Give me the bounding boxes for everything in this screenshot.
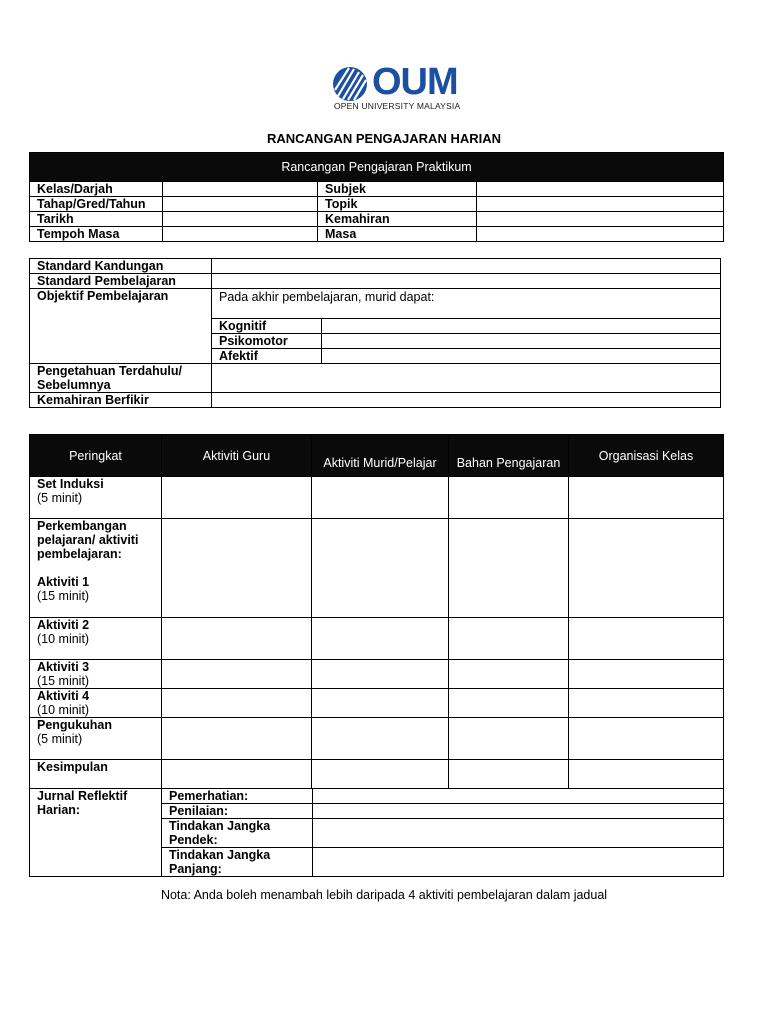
aktiviti2-time: (10 minit)	[37, 632, 90, 646]
cell-guru[interactable]	[162, 718, 312, 760]
cell-murid[interactable]	[312, 689, 449, 718]
cell-murid[interactable]	[312, 618, 449, 660]
field-tahap[interactable]	[163, 197, 318, 212]
field-pengetahuan[interactable]	[212, 364, 721, 393]
oum-globe-icon	[332, 66, 368, 102]
table-row	[30, 618, 724, 660]
label-kemahiran: Kemahiran	[318, 212, 477, 227]
domain-table	[212, 318, 720, 363]
field-masa[interactable]	[477, 227, 724, 242]
cell-murid[interactable]	[312, 477, 449, 519]
table-row	[30, 519, 724, 618]
cell-organisasi[interactable]	[569, 519, 724, 618]
logo-subtitle: OPEN UNIVERSITY MALAYSIA	[334, 101, 461, 111]
field-afektif[interactable]	[321, 349, 720, 364]
oum-logo	[332, 61, 467, 114]
field-kemahiran[interactable]	[477, 212, 724, 227]
label-kognitif: Kognitif	[212, 319, 321, 334]
set-induksi-time: (5 minit)	[37, 491, 83, 505]
label-tarikh: Tarikh	[30, 212, 163, 227]
jurnal-table	[162, 789, 723, 876]
label-objektif: Objektif Pembelajaran	[30, 289, 212, 364]
aktiviti3-label: Aktiviti 3	[37, 660, 90, 674]
label-subjek: Subjek	[318, 182, 477, 197]
label-tahap: Tahap/Gred/Tahun	[30, 197, 163, 212]
aktiviti2-label: Aktiviti 2	[37, 618, 90, 632]
cell-guru[interactable]	[162, 477, 312, 519]
field-tempoh[interactable]	[163, 227, 318, 242]
stage-aktiviti2	[30, 618, 162, 660]
label-tindakan-panjang: Tindakan Jangka Panjang:	[162, 848, 312, 877]
cell-murid[interactable]	[312, 760, 449, 789]
document-title: RANCANGAN PENGAJARAN HARIAN	[266, 131, 501, 146]
cell-bahan[interactable]	[449, 618, 569, 660]
label-pengetahuan: Pengetahuan Terdahulu/ Sebelumnya	[30, 364, 212, 393]
table-row	[30, 660, 724, 689]
aktiviti3-time: (15 minit)	[37, 674, 90, 688]
cell-bahan[interactable]	[449, 477, 569, 519]
table-row	[30, 477, 724, 519]
field-penilaian[interactable]	[312, 804, 723, 819]
objektif-intro: Pada akhir pembelajaran, murid dapat:	[219, 290, 435, 304]
field-tarikh[interactable]	[163, 212, 318, 227]
cell-guru[interactable]	[162, 618, 312, 660]
aktiviti1-label: Aktiviti 1	[37, 575, 90, 589]
cell-organisasi[interactable]	[569, 760, 724, 789]
cell-guru[interactable]	[162, 760, 312, 789]
pengukuhan-time: (5 minit)	[37, 732, 83, 746]
header-bahan: Bahan Pengajaran	[449, 435, 569, 477]
cell-guru[interactable]	[162, 689, 312, 718]
footnote: Nota: Anda boleh menambah lebih daripada 4 aktiviti pembelajaran dalam jadual	[160, 888, 608, 902]
cell-organisasi[interactable]	[569, 689, 724, 718]
label-standard-pembelajaran: Standard Pembelajaran	[30, 274, 212, 289]
jurnal-cell	[162, 789, 724, 877]
stage-aktiviti3	[30, 660, 162, 689]
stage-kesimpulan: Kesimpulan	[30, 760, 162, 789]
label-topik: Topik	[318, 197, 477, 212]
perkembangan-label: Perkembangan pelajaran/ aktiviti pembelajaran:	[37, 519, 139, 561]
table-row	[30, 760, 724, 789]
field-standard-kandungan[interactable]	[212, 259, 721, 274]
cell-murid[interactable]	[312, 660, 449, 689]
cell-bahan[interactable]	[449, 519, 569, 618]
jurnal-label: Jurnal Reflektif Harian:	[30, 789, 162, 877]
cell-bahan[interactable]	[449, 660, 569, 689]
field-subjek[interactable]	[477, 182, 724, 197]
field-tindakan-panjang[interactable]	[312, 848, 723, 877]
stage-set-induksi	[30, 477, 162, 519]
info-table-header: Rancangan Pengajaran Praktikum	[30, 153, 724, 182]
field-kelas[interactable]	[163, 182, 318, 197]
header-organisasi: Organisasi Kelas	[569, 435, 724, 477]
objektif-cell	[212, 289, 721, 364]
set-induksi-label: Set Induksi	[37, 477, 104, 491]
cell-organisasi[interactable]	[569, 477, 724, 519]
standard-table	[29, 258, 721, 408]
cell-bahan[interactable]	[449, 689, 569, 718]
logo-wordmark: OUM	[372, 61, 458, 103]
cell-organisasi[interactable]	[569, 660, 724, 689]
cell-organisasi[interactable]	[569, 718, 724, 760]
field-tindakan-pendek[interactable]	[312, 819, 723, 848]
activity-table	[29, 434, 724, 877]
header-peringkat: Peringkat	[30, 435, 162, 477]
cell-bahan[interactable]	[449, 760, 569, 789]
field-standard-pembelajaran[interactable]	[212, 274, 721, 289]
label-psikomotor: Psikomotor	[212, 334, 321, 349]
aktiviti1-time: (15 minit)	[37, 589, 90, 603]
label-kelas: Kelas/Darjah	[30, 182, 163, 197]
cell-guru[interactable]	[162, 660, 312, 689]
label-tindakan-pendek: Tindakan Jangka Pendek:	[162, 819, 312, 848]
label-pemerhatian: Pemerhatian:	[162, 789, 312, 804]
pengukuhan-label: Pengukuhan	[37, 718, 113, 732]
label-afektif: Afektif	[212, 349, 321, 364]
field-kognitif[interactable]	[321, 319, 720, 334]
field-topik[interactable]	[477, 197, 724, 212]
field-pemerhatian[interactable]	[312, 789, 723, 804]
label-penilaian: Penilaian:	[162, 804, 312, 819]
cell-murid[interactable]	[312, 519, 449, 618]
header-aktiviti-guru: Aktiviti Guru	[162, 435, 312, 477]
label-standard-kandungan: Standard Kandungan	[30, 259, 212, 274]
cell-murid[interactable]	[312, 718, 449, 760]
aktiviti4-time: (10 minit)	[37, 703, 90, 717]
label-tempoh: Tempoh Masa	[30, 227, 163, 242]
table-row	[30, 689, 724, 718]
jurnal-row	[30, 789, 724, 877]
stage-perkembangan	[30, 519, 162, 618]
cell-organisasi[interactable]	[569, 618, 724, 660]
cell-bahan[interactable]	[449, 718, 569, 760]
field-kemahiran-berfikir[interactable]	[212, 393, 721, 408]
info-table	[29, 152, 724, 242]
aktiviti4-label: Aktiviti 4	[37, 689, 90, 703]
field-psikomotor[interactable]	[321, 334, 720, 349]
cell-guru[interactable]	[162, 519, 312, 618]
stage-aktiviti4	[30, 689, 162, 718]
header-aktiviti-murid: Aktiviti Murid/Pelajar	[312, 435, 449, 477]
stage-pengukuhan	[30, 718, 162, 760]
label-masa: Masa	[318, 227, 477, 242]
label-kemahiran-berfikir: Kemahiran Berfikir	[30, 393, 212, 408]
table-row	[30, 718, 724, 760]
